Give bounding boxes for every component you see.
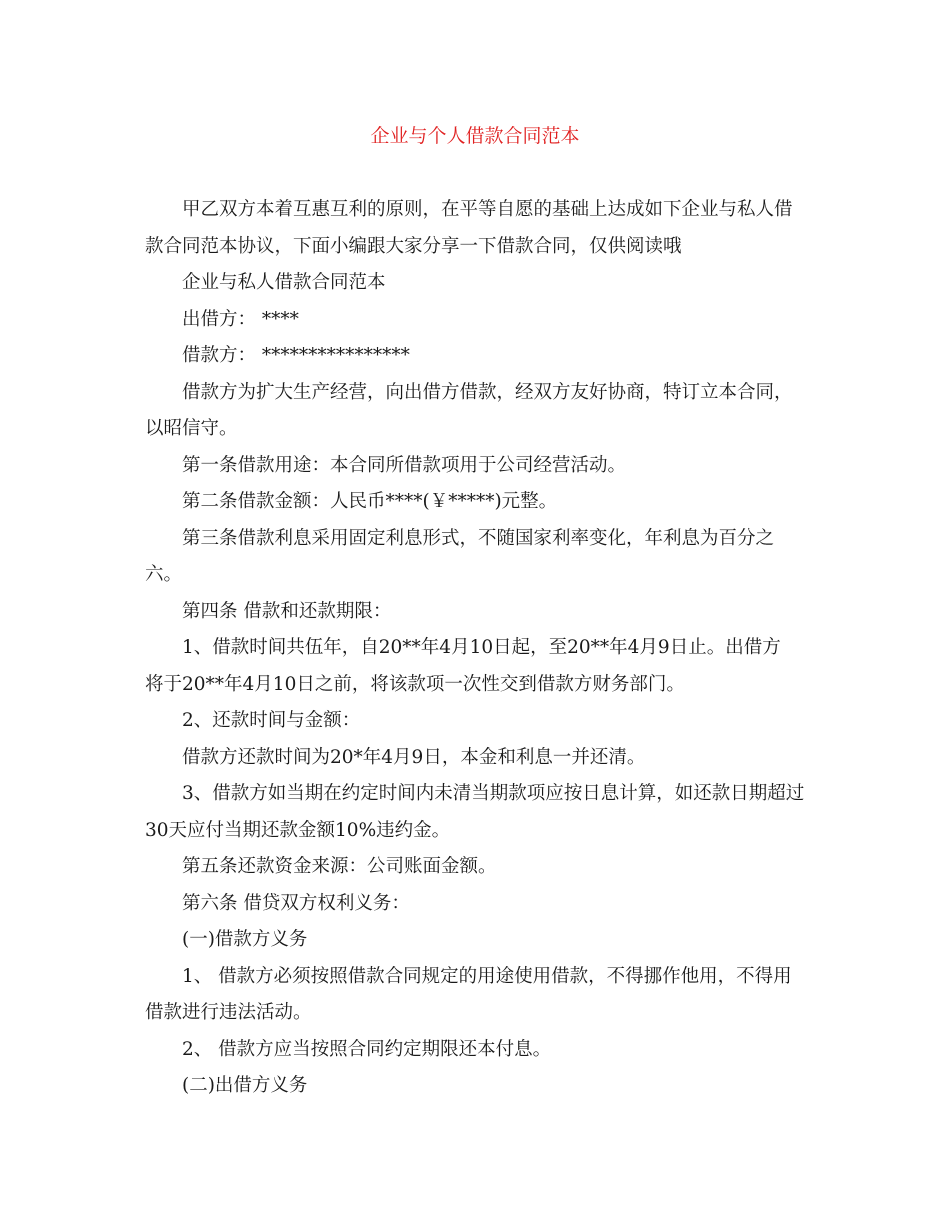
paragraph-line: 甲乙双方本着互惠互利的原则，在平等自愿的基础上达成如下企业与私人借: [182, 199, 793, 220]
paragraph-line: 借款方为扩大生产经营，向出借方借款，经双方友好协商，特订立本合同，: [182, 381, 793, 403]
paragraph: [145, 484, 815, 521]
paragraph-line: 企业与私人借款合同范本: [182, 272, 386, 293]
paragraph: [145, 265, 815, 302]
paragraph-line: (一)借款方义务: [182, 929, 308, 950]
paragraph-line: 第三条借款利息采用固定利息形式，不随国家利率变化，年利息为百分之: [182, 527, 775, 549]
paragraph-line: 第一条借款用途：本合同所借款项用于公司经营活动。: [182, 454, 627, 476]
paragraph-line: 1、 借款方必须按照借款合同规定的用途使用借款，不得挪作他用，不得用: [182, 965, 792, 987]
paragraph: [145, 922, 815, 959]
paragraph: [145, 740, 815, 777]
paragraph-line: 第四条 借款和还款期限：: [182, 600, 392, 622]
paragraph: [145, 448, 815, 485]
paragraph: [145, 959, 815, 1032]
paragraph: [145, 338, 815, 375]
paragraph-line: 款合同范本协议，下面小编跟大家分享一下借款合同，仅供阅读哦: [145, 235, 682, 257]
paragraph: [145, 703, 815, 740]
paragraph-line: 2、 借款方应当按照合同约定期限还本付息。: [182, 1038, 552, 1060]
document-body: [145, 192, 815, 1105]
paragraph: [145, 302, 815, 339]
paragraph-line: 借款进行违法活动。: [145, 1002, 312, 1023]
paragraph: [145, 630, 815, 703]
paragraph-line: 六。: [145, 564, 183, 585]
paragraph: [145, 1032, 815, 1069]
paragraph-line: 借款方： ****************: [182, 345, 410, 366]
paragraph-line: 第二条借款金额：人民币****(￥*****)元整。: [182, 491, 558, 512]
paragraph: [145, 521, 815, 594]
document-title: 企业与个人借款合同范本: [370, 125, 580, 147]
paragraph-line: 3、借款方如当期在约定时间内未清当期款项应按日息计算，如还款日期超过: [182, 783, 805, 804]
paragraph: [145, 192, 815, 265]
paragraph-line: 1、借款时间共伍年，自20**年4月10日起，至20**年4月9日止。出借方: [182, 637, 781, 658]
paragraph-line: 出借方： ****: [182, 308, 299, 330]
paragraph: [145, 1068, 815, 1105]
paragraph-line: 30天应付当期还款金额10%违约金。: [145, 819, 451, 841]
paragraph-line: 2、还款时间与金额：: [182, 710, 361, 731]
paragraph: [145, 375, 815, 448]
paragraph-line: 借款方还款时间为20*年4月9日，本金和利息一并还清。: [182, 746, 646, 768]
paragraph: [145, 776, 815, 849]
paragraph-line: (二)出借方义务: [182, 1075, 308, 1096]
paragraph-line: 以昭信守。: [145, 418, 238, 439]
paragraph: [145, 886, 815, 923]
paragraph: [145, 594, 815, 631]
paragraph-line: 第六条 借贷双方权利义务：: [182, 892, 410, 914]
paragraph: [145, 849, 815, 886]
paragraph-line: 将于20**年4月10日之前，将该款项一次性交到借款方财务部门。: [145, 673, 685, 695]
paragraph-line: 第五条还款资金来源：公司账面金额。: [182, 856, 497, 877]
